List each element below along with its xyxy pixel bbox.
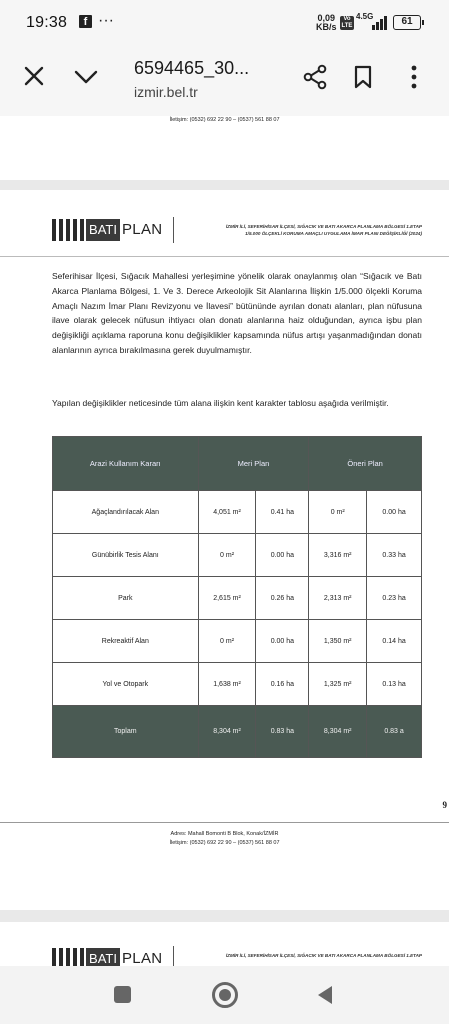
table-cell: 0.00 ha (256, 534, 309, 577)
table-cell: 0.26 ha (256, 577, 309, 620)
bookmark-icon[interactable] (352, 64, 374, 90)
table-row (53, 577, 422, 620)
table-cell: 0.00 ha (256, 620, 309, 663)
column-header: Öneri Plan (309, 437, 422, 491)
table-row (53, 491, 422, 534)
network-speed (316, 14, 337, 32)
footer-contact: İletişim: (0532) 692 22 90 – (0537) 561 88 07 (169, 840, 280, 846)
table-cell: 0 m² (198, 620, 256, 663)
app-bar (0, 46, 449, 116)
document-title: 6594465_30... (134, 58, 250, 78)
header-line-1: İZMİR İLİ, SEFERİHİSAR İLÇESİ, SIĞACIK VE BATI AKARCA PLANLAMA BÖLGESİ 1.ETAP (225, 953, 422, 958)
system-nav-bar (0, 966, 449, 1024)
next-page-header (52, 946, 422, 966)
table-cell: 8,304 m² (309, 706, 367, 758)
table-row (53, 663, 422, 706)
table-cell: Yol ve Otopark (53, 663, 199, 706)
recent-apps-button[interactable] (114, 986, 131, 1003)
land-use-table (52, 436, 422, 758)
document-viewer[interactable] (0, 116, 449, 966)
back-button[interactable] (316, 984, 334, 1006)
table-cell: 0.41 ha (256, 491, 309, 534)
table-cell: 0.83 a (367, 706, 422, 758)
table-cell: 2,313 m² (309, 577, 367, 620)
header-rule (0, 256, 449, 257)
page-footer (0, 830, 449, 848)
table-cell: 0.14 ha (367, 620, 422, 663)
table-cell: 4,051 m² (198, 491, 256, 534)
volte-icon: Vo LTE (341, 16, 353, 29)
facebook-notification-icon: f (79, 15, 92, 28)
table-cell: 0.13 ha (367, 663, 422, 706)
table-cell: 1,350 m² (309, 620, 367, 663)
chevron-down-icon[interactable] (72, 64, 100, 88)
table-cell: 0.83 ha (256, 706, 309, 758)
signal-icon (372, 16, 388, 30)
bati-plan-logo (52, 217, 162, 243)
footer-address: Adres: Mahall Bomonti B Blok, Konak/İZMİR (170, 831, 279, 837)
table-cell: 0.23 ha (367, 577, 422, 620)
header-caption (180, 223, 422, 237)
previous-page (0, 116, 449, 180)
home-button[interactable] (212, 982, 238, 1008)
paragraph-1: Seferihisar İlçesi, Sığacık Mahallesi yerleşimine yönelik olarak onaylanmış olan “Sığacık ve Batı Akarca Planlama Bölgesi, 1. Ve 3. Derece Arkeolojik Sit Alanlarına İlişkin 1/5.000 ölçekli Koruma Amaçlı Nazım İmar Planı Revizyonu ve İlavesi” bütününde ayrılan donatı alanları, plan nüfusuna ilave olarak gelecek nüfusun ihtiyacı olan donatı alanlarına haiz olduğundan, ayrıca işbu plan değişikliği açıklama raporuna konu değişiklikler kapsamında nüfus artışı yaşanmadığından donatı alanlarının ayrıca bırakılmasına gerek duyulmamıştır. (52, 271, 422, 355)
table-cell: 0 m² (309, 491, 367, 534)
battery-level: 61 (401, 16, 413, 27)
paragraph-2: Yapılan değişiklikler neticesinde tüm alana ilişkin kent karakter tablosu aşağıda verilmiştir. (52, 398, 389, 408)
clock: 19:38 (26, 14, 68, 31)
header-divider (173, 217, 174, 243)
more-notifications-icon: ··· (98, 12, 114, 29)
status-bar (0, 0, 449, 46)
column-header: Arazi Kullanım Kararı (53, 437, 199, 491)
document-page (0, 190, 449, 910)
footer-rule (0, 822, 449, 823)
table-cell: 0.00 ha (367, 491, 422, 534)
speed-value: 0,09 (317, 13, 336, 23)
table-total-row (53, 706, 422, 758)
header-caption (180, 952, 422, 959)
logo-bars-icon (52, 948, 86, 966)
document-url: izmir.bel.tr (134, 84, 198, 100)
table-cell: Ağaçlandırılacak Alan (53, 491, 199, 534)
table-cell: 8,304 m² (198, 706, 256, 758)
network-type: 4.5G (356, 12, 374, 21)
header-line-1: İZMİR İLİ, SEFERİHİSAR İLÇESİ, SIĞACIK VE BATI AKARCA PLANLAMA BÖLGESİ 1.ETAP (225, 224, 422, 229)
table-cell: 0.16 ha (256, 663, 309, 706)
table-cell: 2,615 m² (198, 577, 256, 620)
next-page (0, 922, 449, 966)
table-cell: Park (53, 577, 199, 620)
table-row (53, 534, 422, 577)
logo-bars-icon (52, 219, 86, 241)
more-options-icon[interactable] (404, 64, 424, 90)
table-cell: Rekreaktif Alan (53, 620, 199, 663)
speed-unit: KB/s (316, 22, 337, 32)
logo-right-text: PLAN (122, 221, 163, 238)
table-cell: Toplam (53, 706, 199, 758)
logo-left-text: BATI (86, 219, 120, 241)
table-cell: 1,325 m² (309, 663, 367, 706)
table-cell: Günübirlik Tesis Alanı (53, 534, 199, 577)
bati-plan-logo (52, 946, 162, 966)
table-header-row (53, 437, 422, 491)
page-header (52, 217, 422, 243)
close-icon[interactable] (22, 64, 46, 88)
share-icon[interactable] (302, 64, 328, 90)
battery-icon (393, 15, 421, 30)
table-row (53, 620, 422, 663)
table-cell: 0 m² (198, 534, 256, 577)
header-line-2: 1/5.000 ÖLÇEKLİ KORUMA AMAÇLI UYGULAMA İMAR PLANI DEĞİŞİKLİĞİ (2024) (245, 231, 422, 236)
table-cell: 1,638 m² (198, 663, 256, 706)
previous-page-contact: İletişim: (0532) 692 22 90 – (0537) 561 88 07 (169, 117, 280, 123)
logo-left-text: BATI (86, 948, 120, 966)
table-cell: 0.33 ha (367, 534, 422, 577)
header-divider (173, 946, 174, 966)
column-header: Meri Plan (198, 437, 309, 491)
page-number: 9 (442, 800, 447, 810)
table-cell: 3,316 m² (309, 534, 367, 577)
logo-right-text: PLAN (122, 950, 163, 966)
